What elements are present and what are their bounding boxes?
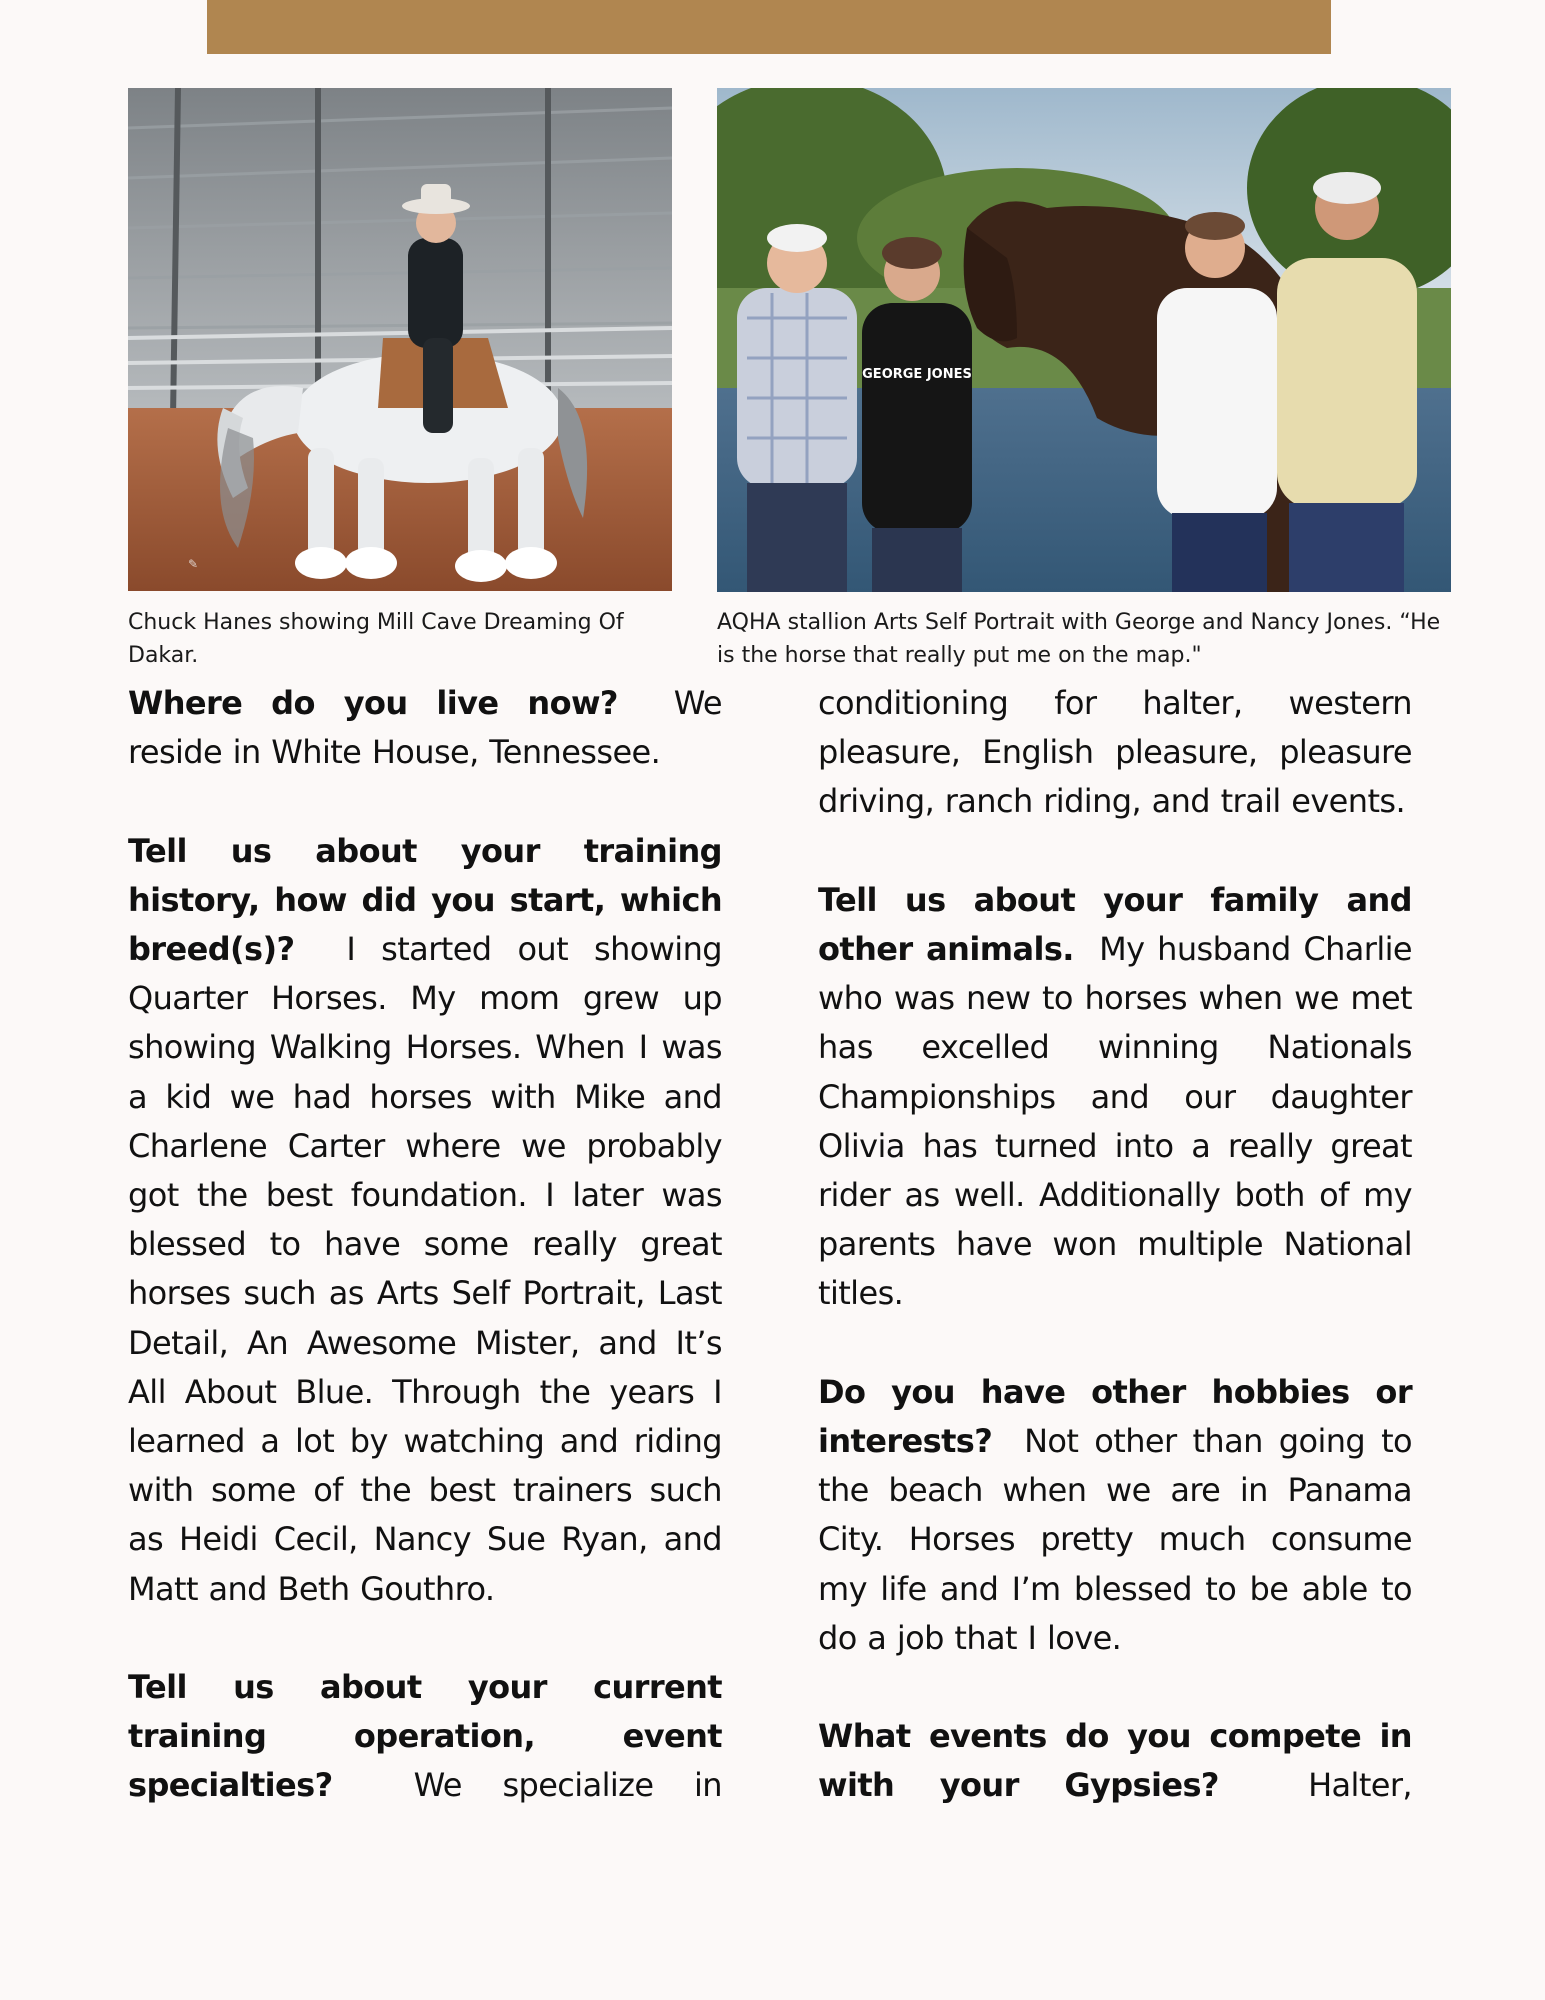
qa-paragraph xyxy=(128,679,722,777)
horse-rider-illustration xyxy=(128,88,672,591)
group-illustration xyxy=(717,88,1451,592)
header-accent-bar xyxy=(207,0,1331,54)
question: Do you have other hobbies or interests? xyxy=(818,1372,1412,1461)
svg-text:✎: ✎ xyxy=(188,557,199,571)
caption-right: AQHA stallion Arts Self Portrait with George and Nancy Jones. “He is the horse that really put me on the map." xyxy=(717,610,1441,668)
question: Tell us about your current training operation, event specialties? xyxy=(128,1668,722,1805)
interview-column-right xyxy=(818,679,1412,1811)
answer: My husband Charlie who was new to horses when we met has excelled winning Nationals Championships and our daughter Olivia has turned into a really great rider as well. Additionally both of my parents have won multiple National titles. xyxy=(818,930,1412,1313)
qa-paragraph xyxy=(818,679,1412,827)
answer: Not other than going to the beach when we are in Panama City. Horses pretty much consume my life and I’m blessed to be able to do a job that I love. xyxy=(818,1422,1412,1657)
qa-paragraph xyxy=(818,1712,1412,1810)
answer: We reside in White House, Tennessee. xyxy=(128,684,722,772)
qa-paragraph xyxy=(818,876,1412,1319)
shirt-text: GEORGE JONES xyxy=(862,367,972,382)
answer: conditioning for halter, western pleasure, English pleasure, pleasure driving, ranch riding, and trail events. xyxy=(818,684,1412,821)
qa-paragraph xyxy=(128,827,722,1614)
question: Where do you live now? xyxy=(128,684,618,722)
interview-column-left xyxy=(128,679,722,1811)
caption-left: Chuck Hanes showing Mill Cave Dreaming Of Dakar. xyxy=(128,610,624,668)
question: What events do you compete in with your Gypsies? xyxy=(818,1717,1412,1805)
horse-rider-photo xyxy=(128,88,672,591)
qa-paragraph xyxy=(128,1663,722,1811)
qa-paragraph xyxy=(818,1368,1412,1663)
question: Tell us about your training history, how did you start, which breed(s)? xyxy=(128,831,722,968)
answer: Halter, xyxy=(1308,1766,1412,1805)
question: Tell us about your family and other animals. xyxy=(818,880,1412,968)
answer: We specialize in xyxy=(413,1766,722,1805)
group-with-stallion-photo xyxy=(717,88,1451,592)
answer: I started out showing Quarter Horses. My mom grew up showing Walking Horses. When I was a kid we had horses with Mike and Charlene Carter where we probably got the best foundation. I later was blessed to have some really great horses such as Arts Self Portrait, Last Detail, An Awesome Mister, and It’s All About Blue. Through the years I learned a lot by watching and riding with some of the best trainers such as Heidi Cecil, Nancy Sue Ryan, and Matt and Beth Gouthro. xyxy=(128,930,722,1608)
